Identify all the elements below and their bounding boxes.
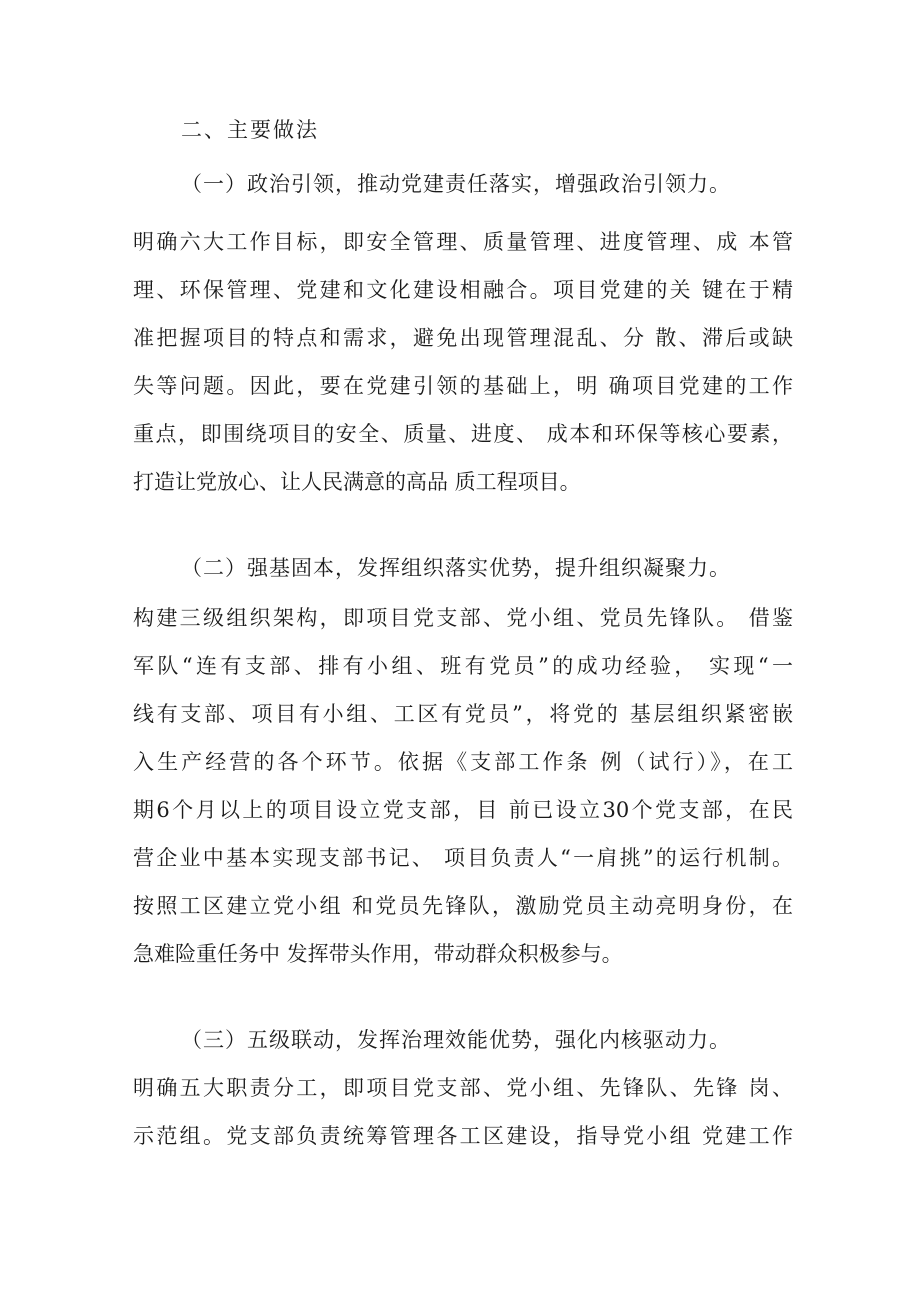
text-line: 明确五大职责分工，即项目党支部、党小组、先锋队、先锋 岗、 (133, 1076, 793, 1100)
text-line: 示范组。党支部负责统筹管理各工区建设，指导党小组 党建工作 (133, 1124, 793, 1148)
paragraph-title-2: （二）强基固本，发挥组织落实优势，提升组织凝聚力。 (181, 556, 731, 580)
text-line: 期6个月以上的项目设立党支部，目 前已设立30个党支部，在民 (133, 798, 793, 822)
text-line: 急难险重任务中 发挥带头作用，带动群众积极参与。 (133, 942, 623, 966)
text-line: 营企业中基本实现支部书记、 项目负责人“一肩挑”的运行机制。 (133, 846, 793, 870)
text-line: 按照工区建立党小组 和党员先锋队，激励党员主动亮明身份，在 (133, 894, 793, 918)
text-line: 重点，即围绕项目的安全、质量、进度、 成本和环保等核心要素， (133, 422, 793, 446)
text-line: 军队“连有支部、排有小组、班有党员”的成功经验， 实现“一 (133, 654, 793, 678)
text-line: 失等问题。因此，要在党建引领的基础上，明 确项目党建的工作 (133, 374, 793, 398)
paragraph-title-1: （一）政治引领，推动党建责任落实，增强政治引领力。 (181, 172, 731, 196)
text-line: 理、环保管理、党建和文化建设相融合。项目党建的关 键在于精 (133, 278, 793, 302)
section-heading: 二、主要做法 (181, 118, 319, 142)
text-line: 线有支部、项目有小组、工区有党员”，将党的 基层组织紧密嵌 (133, 702, 793, 726)
text-line: 打造让党放心、让人民满意的高品 质工程项目。 (133, 470, 581, 494)
text-line: 构建三级组织架构，即项目党支部、党小组、党员先锋队。 借鉴 (133, 606, 793, 630)
text-line: 明确六大工作目标，即安全管理、质量管理、进度管理、成 本管 (133, 230, 793, 254)
paragraph-title-3: （三）五级联动，发挥治理效能优势，强化内核驱动力。 (181, 1028, 731, 1052)
text-line: 准把握项目的特点和需求，避免出现管理混乱、分 散、滞后或缺 (133, 326, 793, 350)
text-line: 入生产经营的各个环节。依据《支部工作条 例（试行）》，在工 (133, 750, 793, 774)
